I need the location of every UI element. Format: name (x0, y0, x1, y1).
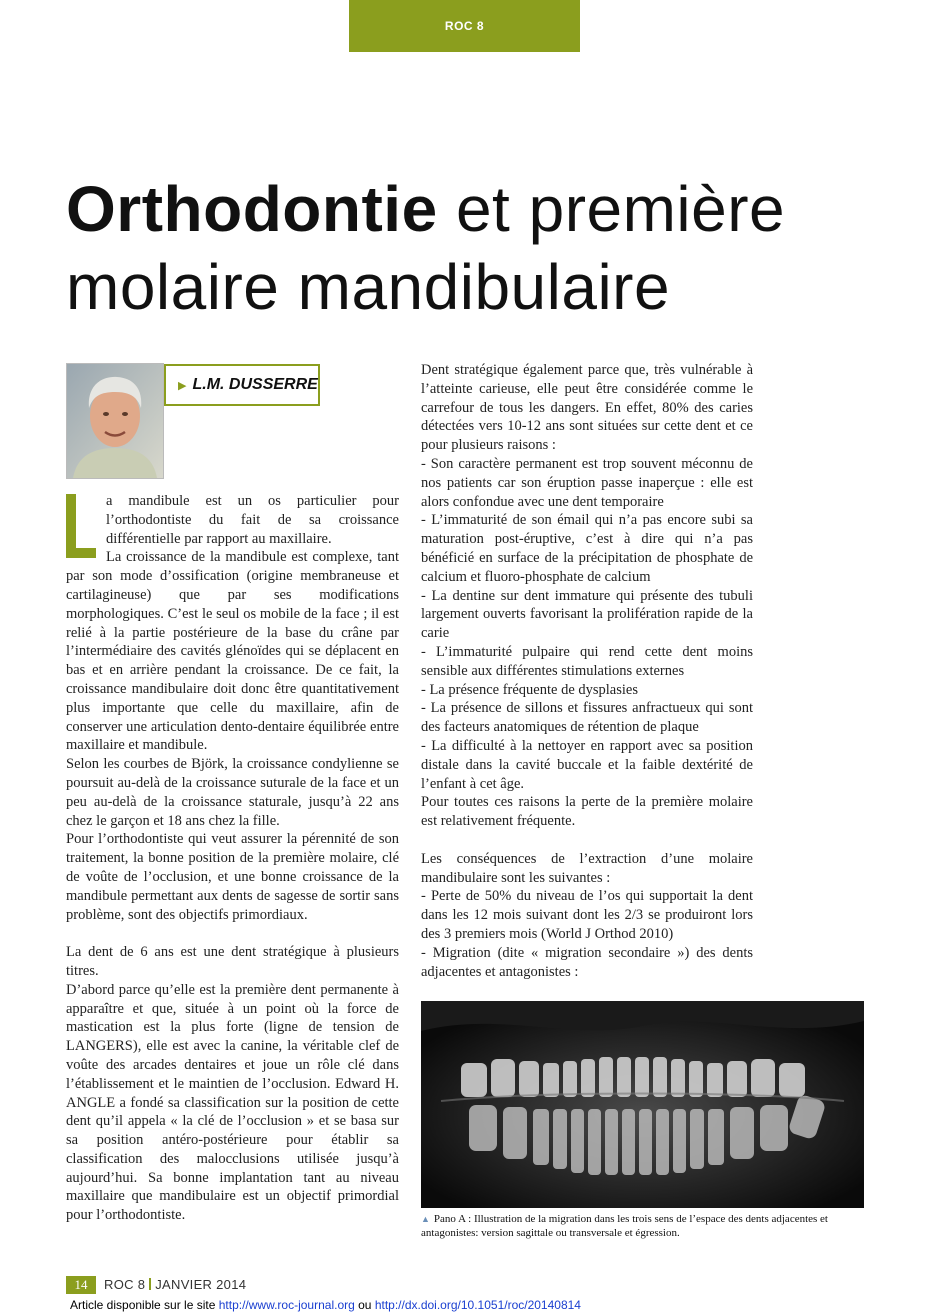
list-item: - Perte de 50% du niveau de l’os qui supportait la dent dans les 12 mois suivant dont les 2/3 se produiront lors des 3 premiers mois (World J Orthod 2010) (421, 888, 753, 942)
author-name: L.M. DUSSERRE (192, 376, 318, 393)
paragraph-spacer (421, 831, 753, 850)
right-column (421, 361, 753, 981)
footer-availability (70, 1297, 581, 1313)
first-paragraph (66, 492, 399, 548)
title-line2: molaire mandibulaire (66, 251, 671, 323)
list-item: - La présence de sillons et fissures anfractueux qui sont des facteurs anatomiques de rétention de plaque (421, 700, 753, 736)
caption-text: Pano A : Illustration de la migration dans les trois sens de l’espace des dents adjacentes et antagonistes: version sagittale ou transversale et égression. (421, 1213, 828, 1239)
paragraph: La dent de 6 ans est une dent stratégique à plusieurs titres. (66, 944, 399, 979)
first-paragraph-text: a mandibule est un os particulier pour l’orthodontiste du fait de sa croissance différentielle par rapport au maxillaire. (106, 493, 399, 547)
availability-mid: ou (354, 1298, 375, 1312)
caption-triangle-icon: ▲ (421, 1214, 430, 1224)
author-photo (66, 363, 164, 479)
list-item: - La dentine sur dent immature qui présente des tubuli largement ouverts favorisant la prolifération rapide de la carie (421, 587, 753, 642)
page-number (66, 1276, 96, 1294)
availability-prefix: Article disponible sur le site (70, 1298, 219, 1312)
dropcap-stroke-horizontal (66, 548, 96, 558)
section-header-tab (349, 0, 580, 52)
paragraph: Les conséquences de l’extraction d’une molaire mandibulaire sont les suivantes : (421, 850, 753, 886)
title-strong: Orthodontie (66, 173, 438, 245)
list-item: - La présence fréquente de dysplasies (421, 681, 638, 698)
list-item: - Son caractère permanent est trop souvent méconnu de nos patients car son éruption passe inaperçue : elle est alors confondue avec une dent temporaire (421, 455, 753, 510)
list-item: - L’immaturité pulpaire qui rend cette dent moins sensible aux différentes stimulations externes (421, 643, 753, 679)
page-number-text: 14 (74, 1277, 88, 1292)
paragraph: Selon les courbes de Björk, la croissance condylienne se poursuit au-delà de la croissance suturale de la face et un peu au-delà de la croissance staturale, jusqu’à 22 ans chez le garçon et 18 ans chez la fille. (66, 756, 399, 829)
footer-journal-name: ROC 8 (104, 1277, 146, 1292)
list-item: - La difficulté à la nettoyer en rapport avec sa position distale dans la cavité buccale et la faible dextérité de l’enfant à cet âge. (421, 737, 753, 792)
left-column (66, 492, 399, 1225)
footer-separator (149, 1278, 151, 1290)
title-rest-line1: et première (437, 173, 786, 245)
paragraph: Dent stratégique également parce que, très vulnérable à l’atteinte carieuse, elle peut être considérée comme le carrefour de tous les dangers. En effet, 80% des caries détectées vers 10-12 ans sont situées sur cette dent et ce pour plusieurs raisons : (421, 362, 753, 454)
footer-date: JANVIER 2014 (155, 1277, 247, 1292)
dropcap (66, 492, 102, 560)
author-box (164, 364, 320, 406)
article-title (66, 170, 866, 326)
footer-journal-info (104, 1276, 246, 1294)
figure-caption (421, 1212, 866, 1240)
doi-url-link[interactable]: http://dx.doi.org/10.1051/roc/20140814 (374, 1298, 581, 1312)
author-arrow-icon: ▶ (178, 379, 187, 392)
paragraph: D’abord parce qu’elle est la première dent permanente à apparaître et que, située à un point où la force de mastication est la plus forte (ligne de tension de LANGERS), elle est avec la canine, la véritable clef de voûte des arcades dentaires et joue un rôle clé dans l’établissement et le maintien de l’occlusion. Edward H. ANGLE a fondé sa classification sur la position de cette dent qu’il appela « la clé de l’occlusion » et se basa sur sa position antéro-postérieure pour établir sa classification des malocclusions utilisée jusqu’à aujourd’hui. Sa bonne implantation tant au niveau maxillaire que mandibulaire est un objectif primordial pour l’orthodontiste. (66, 981, 399, 1224)
paragraph: Pour toutes ces raisons la perte de la première molaire est relativement fréquente. (421, 794, 753, 830)
list-item: - L’immaturité de son émail qui n’a pas encore subi sa maturation post-éruptive, c’est à dire qui n’a pas bénéficié en surface de la précipitation de phosphate de calcium et fluoro-phosphate de calcium (421, 512, 753, 585)
section-label: ROC 8 (444, 19, 485, 33)
paragraph: Pour l’orthodontiste qui veut assurer la pérennité de son traitement, la bonne position de la première molaire, clé de voûte de l’occlusion, et une bonne croissance de la mandibule permettant aux dents de sagesse de sortir sans problème, sont des objectifs primordiaux. (66, 831, 399, 923)
panoramic-xray-image (421, 1001, 864, 1208)
journal-url-link[interactable]: http://www.roc-journal.org (218, 1298, 355, 1312)
list-item: - Migration (dite « migration secondaire ») des dents adjacentes et antagonistes : (421, 944, 753, 980)
paragraph: La croissance de la mandibule est complexe, tant par son mode d’ossification (origine membraneuse et cartilagineuse) que par ses modifications morphologiques. C’est le seul os mobile de la face ; il est relié à la partie postérieure de la base du crâne par l’intermédiaire des cavités glénoïdes qui se déplacent en bas et en arrière pendant la croissance. De ce fait, la croissance mandibulaire doit donc être quantitativement plus importante que celle du maxillaire, afin de conserver une articulation dento-dentaire équilibrée entre maxillaire et mandibule. (66, 549, 399, 754)
paragraph-spacer (66, 924, 399, 943)
